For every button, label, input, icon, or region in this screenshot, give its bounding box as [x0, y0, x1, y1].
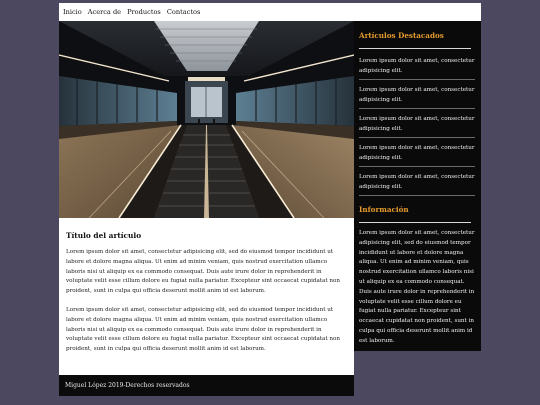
article-paragraph: Lorem ipsum dolor sit amet, consectetur adipisicing elit, sed do eiusmod tempor incididunt ut labore et dolore magna aliqua. Ut enim ad minim veniam, quis nostrud exercitation ullamco laboris nisi ut aliquip ex ea commodo consequat. Duis aute irure dolor in reprehenderit in voluptate velit esse cillum dolore eu fugiat nulla pariatur. Excepteur sint occaecat cupidatat non proident, sunt in culpa qui officia deserunt mollit anim id est laborum. — [66, 306, 340, 353]
featured-article-item[interactable]: Lorem ipsum dolor sit amet, consectetur adipisicing elit. — [359, 55, 475, 80]
nav-link-inicio[interactable]: Inicio — [63, 8, 82, 16]
information-text: Lorem ipsum dolor sit amet, consectetur adipisicing elit, sed do eiusmod tempor incididunt ut labore et dolore magna aliqua. Ut enim ad minim veniam, quis nostrud exercitation ullamco laboris nisi ut aliquip ex ea commodo consequat. Duis aute irure dolor in reprehenderit in voluptate velit esse cillum dolore eu fugiat nulla pariatur. Excepteur sint occaecat cupidatat non proident, sunt in culpa qui officia deserunt mollit anim id est laborum. — [359, 230, 475, 344]
divider — [359, 222, 471, 223]
article-title: Título del artículo — [66, 231, 142, 240]
nav-link-productos[interactable]: Productos — [127, 8, 161, 16]
featured-article-item[interactable]: Lorem ipsum dolor sit amet, consectetur adipisicing elit. — [359, 138, 475, 167]
featured-article-item[interactable]: Lorem ipsum dolor sit amet, consectetur adipisicing elit. — [359, 80, 475, 109]
information-title: Información — [359, 205, 409, 214]
nav-link-acerca-de[interactable]: Acerca de — [87, 8, 122, 16]
footer-text: Miguel López 2019-Derechos reservados — [65, 382, 190, 389]
featured-articles-list — [359, 55, 476, 196]
article-paragraph: Lorem ipsum dolor sit amet, consectetur adipisicing elit, sed do eiusmod tempor incididunt ut labore et dolore magna aliqua. Ut enim ad minim veniam, quis nostrud exercitation ullamco laboris nisi ut aliquip ex ea commodo consequat. Duis aute irure dolor in reprehenderit in voluptate velit esse cillum dolore eu fugiat nulla pariatur. Excepteur sint occaecat cupidatat non proident, sunt in culpa qui officia deserunt mollit anim id est laborum. — [66, 249, 340, 295]
sidebar — [354, 21, 481, 351]
divider — [359, 48, 471, 49]
escalator-photo — [59, 21, 354, 218]
hero-image — [59, 21, 354, 218]
article — [59, 218, 354, 375]
footer — [59, 375, 354, 396]
featured-articles-title: Artículos Destacados — [359, 31, 444, 40]
top-navigation — [59, 3, 481, 21]
nav-link-contactos[interactable]: Contactos — [166, 8, 201, 16]
featured-article-item[interactable]: Lorem ipsum dolor sit amet, consectetur adipisicing elit. — [359, 109, 475, 138]
featured-article-item[interactable]: Lorem ipsum dolor sit amet, consectetur adipisicing elit. — [359, 167, 475, 196]
